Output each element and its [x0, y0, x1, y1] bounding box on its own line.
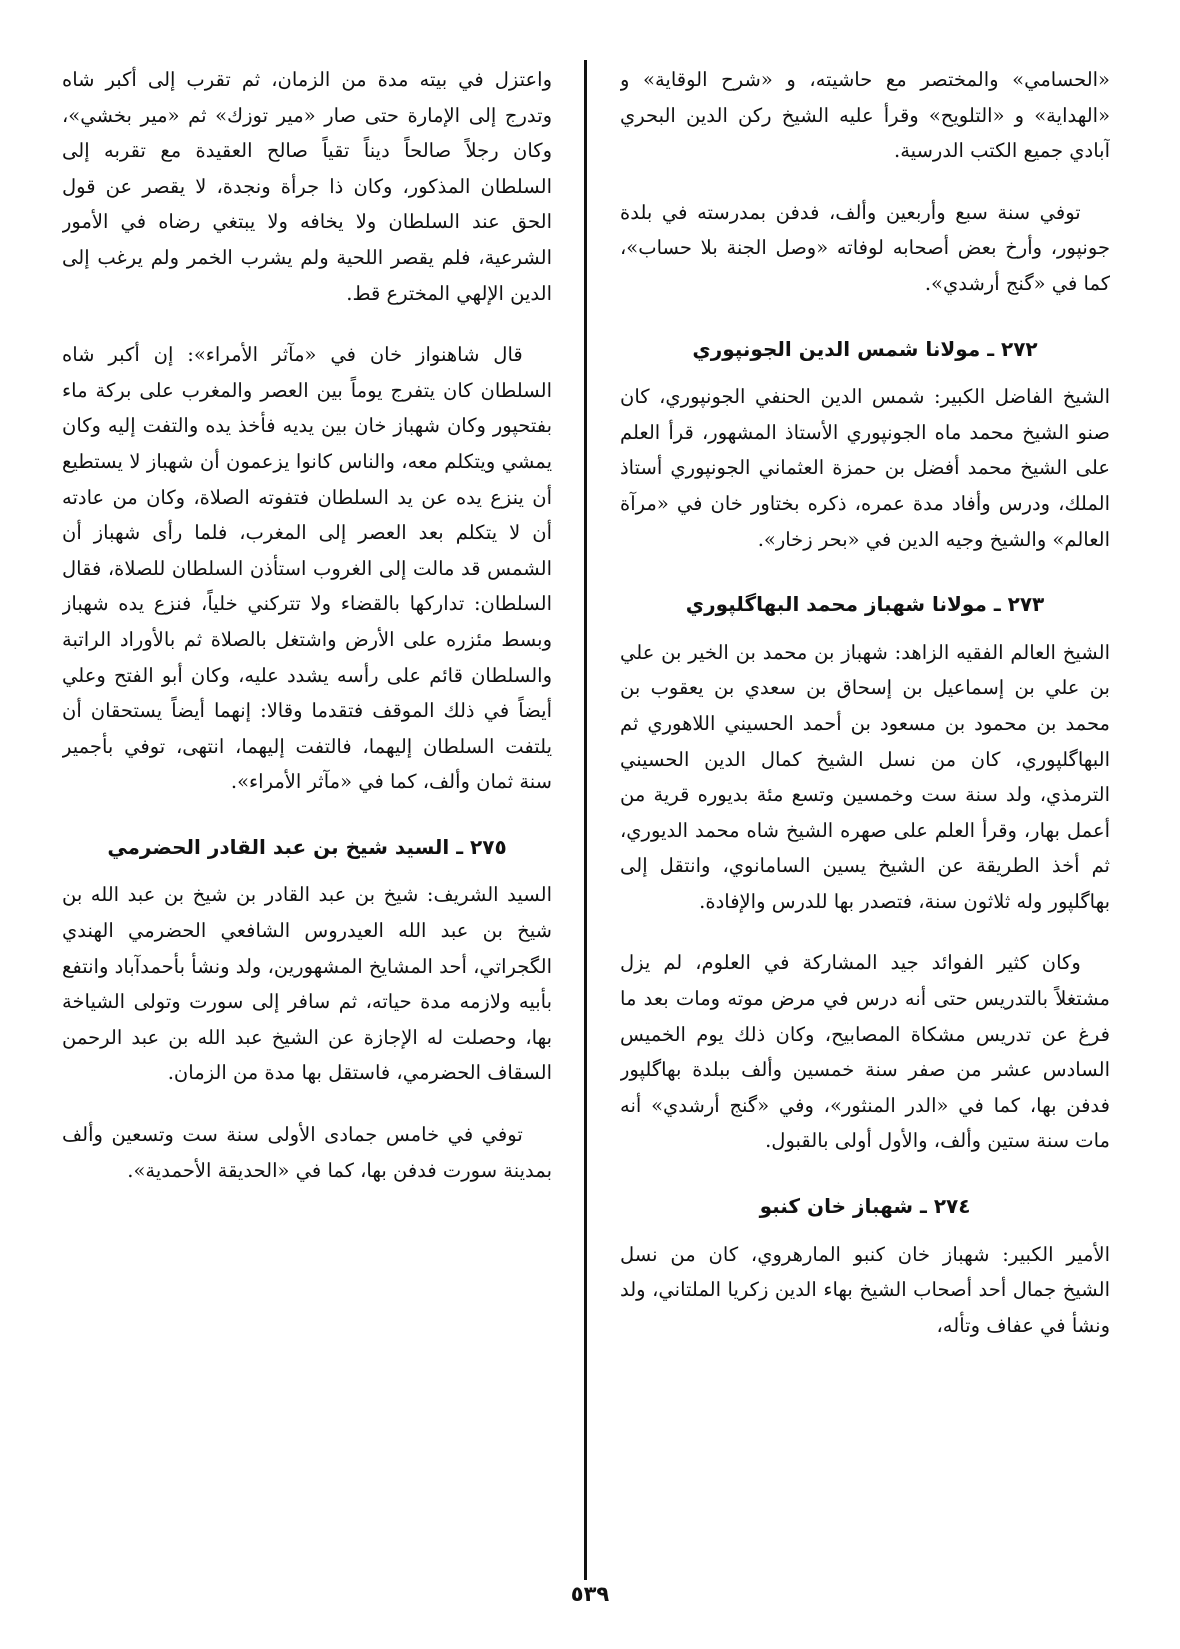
paragraph: السيد الشريف: شيخ بن عبد القادر بن شيخ بن عبد الله بن شيخ بن عبد الله العيدروس الشافعي الحضرمي الهندي الگجراتي، أحد المشايخ المشهورين، ولد ونشأ بأحمدآباد وانتفع بأبيه ولازمه مدة حياته، ثم سافر إلى سورت وتولى الشياخة بها، وحصلت له الإجازة عن الشيخ عبد الله بن عبد الرحمن السقاف الحضرمي، فاستقل بها مدة من الزمان.: [62, 883, 552, 1085]
paragraph: توفي سنة سبع وأربعين وألف، فدفن بمدرسته في بلدة جونپور، وأرخ بعض أصحابه لوفاته «وصل الجنة بلا حساب»، كما في «گنج أرشدي».: [620, 200, 1110, 295]
right-column: [620, 62, 1110, 1572]
entry-heading-275: ٢٧٥ ـ السيد شيخ بن عبد القادر الحضرمي: [107, 834, 507, 859]
paragraph: الأمير الكبير: شهباز خان كنبو المارهروي، كان من نسل الشيخ جمال أحد أصحاب الشيخ بهاء الدين زكريا الملتاني، ولد ونشأ في عفاف وتأله،: [620, 1242, 1110, 1337]
page-number: ٥٣٩: [570, 1582, 610, 1606]
entry-heading-272: ٢٧٢ ـ مولانا شمس الدين الجونپوري: [692, 336, 1038, 361]
paragraph: الشيخ الفاضل الكبير: شمس الدين الحنفي الجونپوري، كان صنو الشيخ محمد ماه الجونپوري الأستاذ المشهور، قرأ العلم على الشيخ محمد أفضل بن حمزة العثماني الجونپوري أستاذ الملك، ودرس وأفاد مدة عمره، ذكره بختاور خان في «مرآة العالم» والشيخ وجيه الدين في «بحر زخار».: [620, 385, 1110, 551]
entry-heading-273: ٢٧٣ ـ مولانا شهباز محمد البهاگلپوري: [685, 592, 1045, 617]
paragraph: وكان كثير الفوائد جيد المشاركة في العلوم، لم يزل مشتغلاً بالتدريس حتى أنه درس في مرض موته ومات بعد ما فرغ عن تدريس مشكاة المصابيح، وكان ذلك يوم الخميس السادس عشر من صفر سنة خمسين وألف ببلدة بهاگلپور فدفن بها، كما في «الدر المنثور»، وفي «گنج أرشدي» أنه مات سنة ستين وألف، والأول أولى بالقبول.: [620, 951, 1110, 1153]
column-divider: [584, 60, 587, 1580]
entry-heading-274: ٢٧٤ ـ شهباز خان كنبو: [759, 1194, 971, 1219]
paragraph: الشيخ العالم الفقيه الزاهد: شهباز بن محمد بن الخير بن علي بن علي بن إسماعيل بن إسحاق بن سعدي بن يعقوب بن محمد بن محمود بن مسعود بن أحمد الحسيني اللاهوري ثم البهاگلپوري، كان من نسل الشيخ كمال الدين الحسيني الترمذي، ولد سنة ست وخمسين وتسع مئة بديوره قرية من أعمل بهار، وقرأ العلم على صهره الشيخ شاه محمد الديوري، ثم أخذ الطريقة عن الشيخ يسين السامانوي، وانتقل إلى بهاگلپور وله ثلاثون سنة، فتصدر بها للدرس والإفادة.: [620, 640, 1110, 913]
paragraph: «الحسامي» والمختصر مع حاشيته، و «شرح الوقاية» و «الهداية» و «التلويح» وقرأ عليه الشيخ ركن الدين البحري آبادي جميع الكتب الدرسية.: [620, 68, 1110, 163]
paragraph: توفي في خامس جمادى الأولى سنة ست وتسعين وألف بمدينة سورت فدفن بها، كما في «الحديقة الأحمدية».: [62, 1123, 552, 1182]
paragraph: واعتزل في بيته مدة من الزمان، ثم تقرب إلى أكبر شاه وتدرج إلى الإمارة حتى صار «مير توزك» ثم «مير بخشي»، وكان رجلاً صالحاً ديناً تقياً صالح العقيدة مع تقربه إلى السلطان المذكور، وكان ذا جرأة ونجدة، لا يقصر عن قول الحق عند السلطان ولا يخافه ولا يبتغي رضاه في الأمور الشرعية، فلم يقصر اللحية ولم يشرب الخمر ولم يرغب إلى الدين الإلهي المخترع قط.: [62, 68, 552, 305]
paragraph: قال شاهنواز خان في «مآثر الأمراء»: إن أكبر شاه السلطان كان يتفرج يوماً بين العصر والمغرب على بركة ماء بفتحپور وكان شهباز خان بين يديه فأخذ يده والتفت إليه وكان يمشي ويتكلم معه، والناس كانوا يزعمون أن شهباز لا يستطيع أن ينزع يده عن يد السلطان فتفوته الصلاة، وكان من عادته أن لا يتكلم بعد العصر إلى المغرب، فلما رأى شهباز أن الشمس قد مالت إلى الغروب استأذن السلطان للصلاة، فقال السلطان: تداركها بالقضاء ولا تتركني خلياً، فنزع يده شهباز وبسط مئزره على الأرض واشتغل بالصلاة ثم بالأوراد الراتبة والسلطان قائم على رأسه يشدد عليه، وكان أبو الفتح وعلي أيضاً في ذلك الموقف فتقدما وقالا: إنهما أيضاً يستحقان أن يلتفت السلطان إليهما، فالتفت إليهما، انتهى، توفي بأجمير سنة ثمان وألف، كما في «مآثر الأمراء».: [62, 343, 552, 794]
left-column: [62, 62, 552, 1572]
